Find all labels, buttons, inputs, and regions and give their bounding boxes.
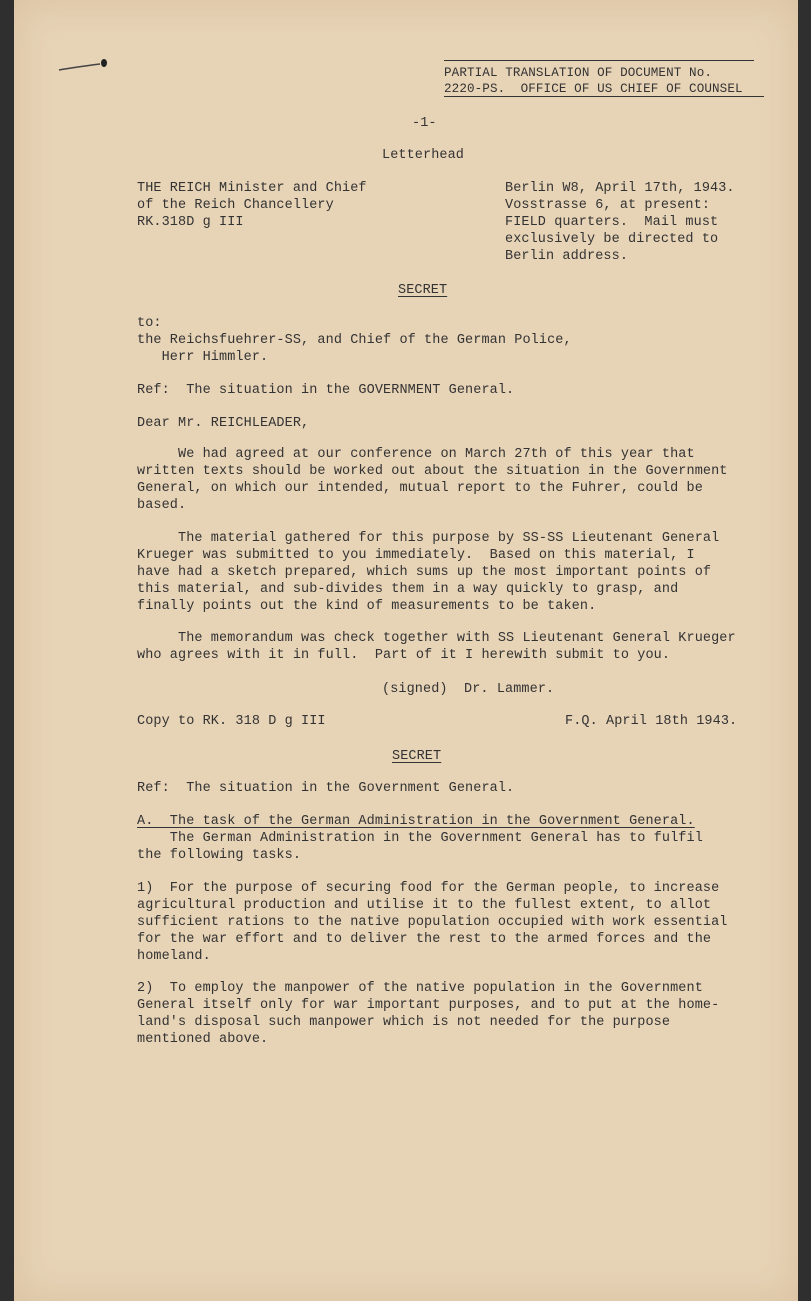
salutation: Dear Mr. REICHLEADER, [137, 416, 310, 431]
paragraph-line: sufficient rations to the native population occupied with work essential [137, 915, 728, 930]
paragraph-line: homeland. [137, 949, 211, 964]
paragraph-line: written texts should be worked out about the situation in the Government [137, 464, 728, 479]
paragraph-line: 1) For the purpose of securing food for the German people, to increase [137, 881, 720, 896]
paragraph-line: the following tasks. [137, 848, 302, 863]
paragraph-line: land's disposal such manpower which is not needed for the purpose [137, 1015, 671, 1030]
pen-mark-icon [58, 58, 108, 72]
paragraph-line: We had agreed at our conference on March 27th of this year that [137, 447, 695, 462]
letterhead-label: Letterhead [382, 148, 465, 163]
paragraph-line: for the war effort and to deliver the rest to the armed forces and the [137, 932, 712, 947]
paragraph-line: agricultural production and utilise it to the fullest extent, to allot [137, 898, 712, 913]
secret-label-2: SECRET [392, 749, 442, 764]
document-page [14, 0, 798, 1301]
paragraph-line: this material, and sub-divides them in a way quickly to grasp, and [137, 582, 679, 597]
paragraph-line: who agrees with it in full. Part of it I herewith submit to you. [137, 648, 671, 663]
signature-line: (signed) Dr. Lammer. [382, 682, 555, 697]
paragraph-line: The material gathered for this purpose by SS-SS Lieutenant General [137, 531, 720, 546]
paragraph-line: Krueger was submitted to you immediately. Based on this material, I [137, 548, 695, 563]
addressee-line: Herr Himmler. [137, 350, 269, 365]
header-top-rule [444, 60, 754, 61]
copy-to-line: Copy to RK. 318 D g III [137, 714, 326, 729]
sender-line: RK.318D g III [137, 215, 244, 230]
secret-label: SECRET [398, 283, 448, 298]
page-number: -1- [412, 116, 437, 131]
paragraph-line: General, on which our intended, mutual report to the Fuhrer, could be [137, 481, 703, 496]
place-date-line: FIELD quarters. Mail must [505, 215, 719, 230]
sender-line: THE REICH Minister and Chief [137, 181, 367, 196]
addressee-line: the Reichsfuehrer-SS, and Chief of the German Police, [137, 333, 572, 348]
addressee-line: to: [137, 316, 162, 331]
sender-line: of the Reich Chancellery [137, 198, 334, 213]
reference-line: Ref: The situation in the GOVERNMENT General. [137, 383, 515, 398]
paragraph-line: finally points out the kind of measurements to be taken. [137, 599, 597, 614]
header-bottom-rule [444, 96, 764, 97]
place-date-line: Berlin W8, April 17th, 1943. [505, 181, 735, 196]
paragraph-line: General itself only for war important purposes, and to put at the home- [137, 998, 720, 1013]
section-a-heading: A. The task of the German Administration in the Government General. [137, 814, 695, 829]
place-date-line: Vosstrasse 6, at present: [505, 198, 711, 213]
paragraph-line: have had a sketch prepared, which sums up the most important points of [137, 565, 712, 580]
header-line-1: PARTIAL TRANSLATION OF DOCUMENT No. [444, 66, 713, 80]
place-date-line: exclusively be directed to [505, 232, 719, 247]
paragraph-line: based. [137, 498, 187, 513]
paragraph-line: The memorandum was check together with SS Lieutenant General Krueger [137, 631, 736, 646]
reference-line-2: Ref: The situation in the Government General. [137, 781, 515, 796]
paragraph-line: mentioned above. [137, 1032, 269, 1047]
paragraph-line: The German Administration in the Government General has to fulfil [137, 831, 703, 846]
copy-date: F.Q. April 18th 1943. [565, 714, 738, 729]
place-date-line: Berlin address. [505, 249, 629, 264]
paragraph-line: 2) To employ the manpower of the native population in the Government [137, 981, 703, 996]
header-line-2: 2220-PS. OFFICE OF US CHIEF OF COUNSEL [444, 82, 743, 96]
